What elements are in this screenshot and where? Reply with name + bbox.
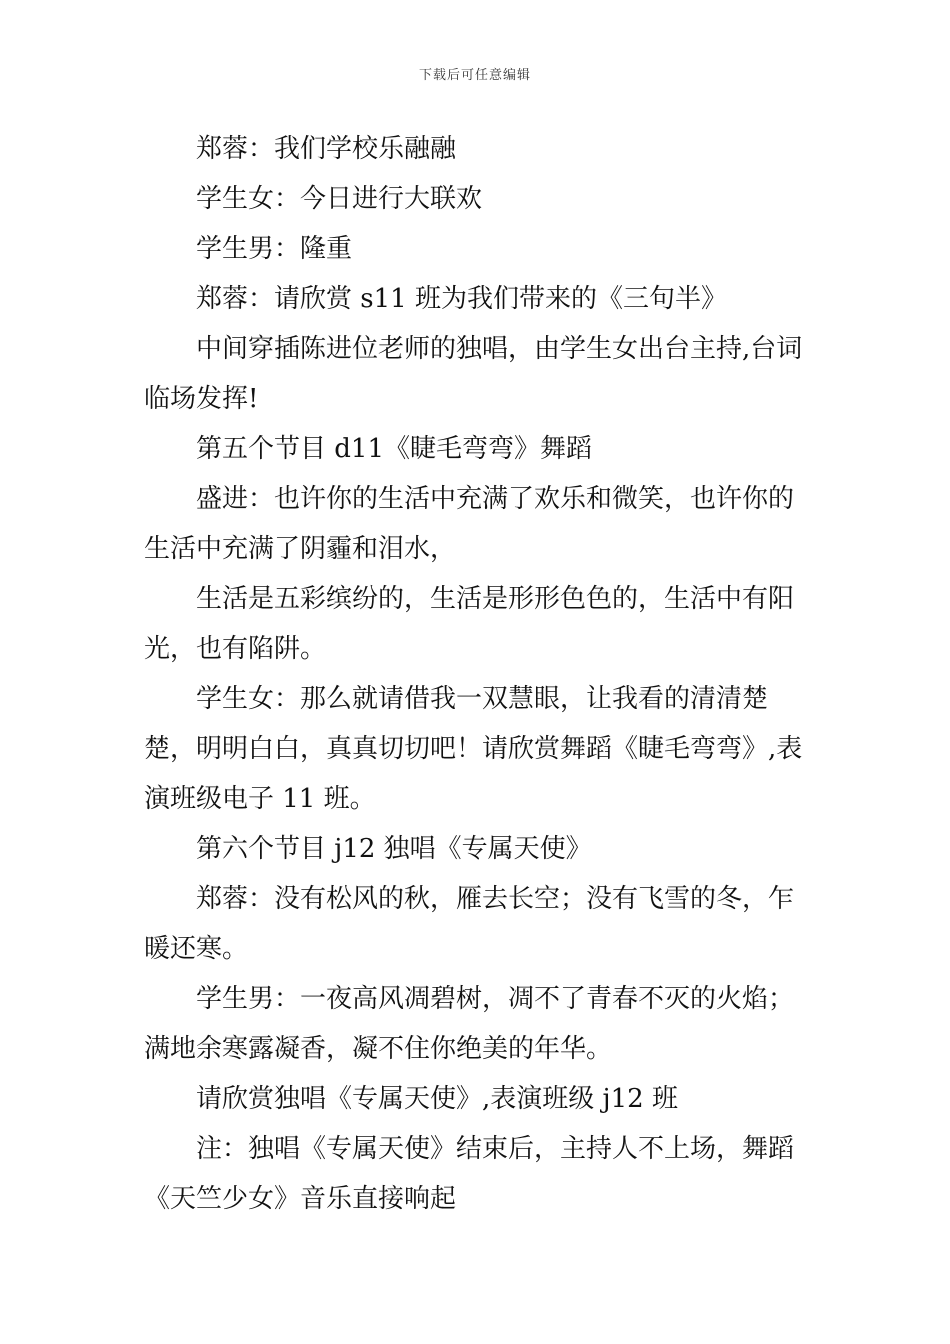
- document-body: [144, 124, 812, 1224]
- paragraph: 郑蓉：我们学校乐融融: [196, 134, 457, 164]
- paragraph: 学生男：一夜高风凋碧树，凋不了青春不灭的火焰；满地余寒露凝香，凝不住你绝美的年华。: [144, 984, 795, 1064]
- paragraph: 第六个节目 j12 独唱《专属天使》: [196, 834, 592, 864]
- paragraph: 郑蓉：没有松风的秋，雁去长空；没有飞雪的冬，乍暖还寒。: [144, 884, 795, 964]
- paragraph: 盛进：也许你的生活中充满了欢乐和微笑，也许你的生活中充满了阴霾和泪水，: [144, 484, 795, 564]
- paragraph: 学生男：隆重: [196, 234, 353, 264]
- page-header: 下载后可任意编辑: [418, 68, 531, 83]
- paragraph: 请欣赏独唱《专属天使》,表演班级 j12 班: [196, 1084, 678, 1114]
- paragraph: 生活是五彩缤纷的，生活是形形色色的，生活中有阳光，也有陷阱。: [144, 584, 795, 664]
- paragraph: 中间穿插陈进位老师的独唱，由学生女出台主持,台词临场发挥!: [144, 334, 803, 414]
- paragraph: 注：独唱《专属天使》结束后，主持人不上场，舞蹈《天竺少女》音乐直接响起: [144, 1134, 795, 1214]
- paragraph: 学生女：那么就请借我一双慧眼，让我看的清清楚楚，明明白白，真真切切吧！请欣赏舞蹈《睫毛弯弯》,表演班级电子 11 班。: [144, 684, 803, 814]
- paragraph: 郑蓉：请欣赏 s11 班为我们带来的《三句半》: [196, 284, 727, 314]
- paragraph: 第五个节目 d11《睫毛弯弯》舞蹈: [196, 434, 592, 464]
- paragraph: 学生女：今日进行大联欢: [196, 184, 483, 214]
